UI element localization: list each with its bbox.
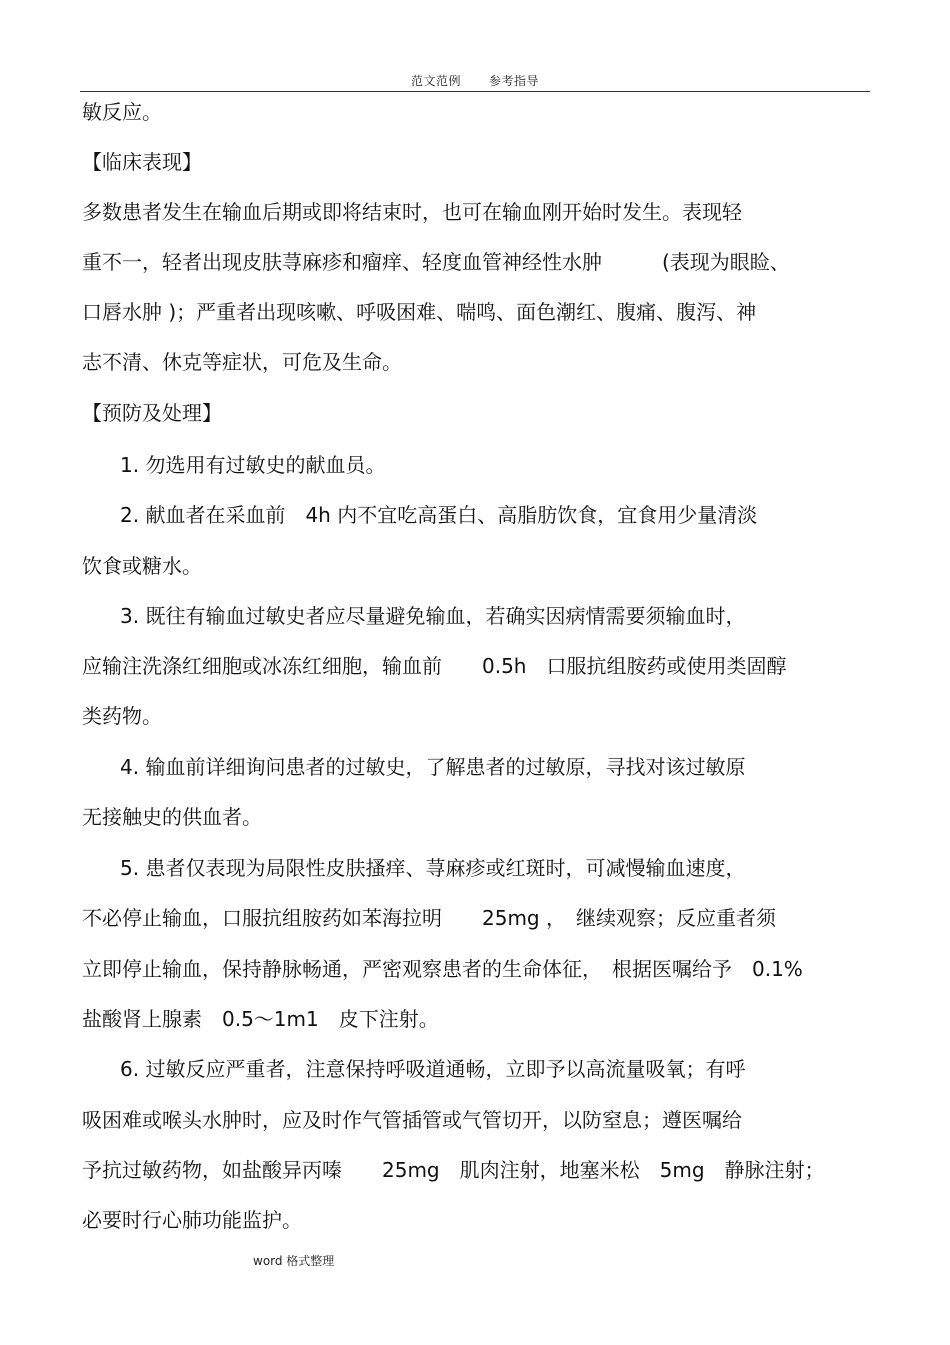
section-heading-clinical: 【临床表现】 (82, 150, 202, 174)
page-footer: word 格式整理 (253, 1254, 335, 1268)
body-line: 立即停止输血，保持静脉畅通，严密观察患者的生命体征， 根据医嘱给予 0.1% (82, 957, 803, 981)
body-line: 应输注洗涤红细胞或冰冻红细胞，输血前 0.5h 口服抗组胺药或使用类固醇 (82, 654, 787, 678)
body-line: 予抗过敏药物，如盐酸异丙嗪 25mg 肌肉注射，地塞米松 5mg 静脉注射； (82, 1158, 825, 1182)
header-left-text: 范文范例 (410, 74, 461, 88)
list-item-6: 6. 过敏反应严重者，注意保持呼吸道通畅，立即予以高流量吸氧；有呼 (120, 1057, 746, 1081)
section-heading-prevention: 【预防及处理】 (82, 401, 222, 425)
body-line: 志不清、休克等症状，可危及生命。 (82, 350, 402, 374)
body-line: 盐酸肾上腺素 0.5～1m1 皮下注射。 (82, 1007, 439, 1031)
body-line: 吸困难或喉头水肿时，应及时作气管插管或气管切开，以防窒息；遵医嘱给 (82, 1108, 742, 1132)
list-item-2: 2. 献血者在采血前 4h 内不宜吃高蛋白、高脂肪饮食，宜食用少量清淡 (120, 503, 758, 527)
body-line: 不必停止输血，口服抗组胺药如苯海拉明 25mg ， 继续观察；反应重者须 (82, 906, 776, 930)
list-item-4: 4. 输血前详细询问患者的过敏史，了解患者的过敏原，寻找对该过敏原 (120, 755, 746, 779)
body-line: 口唇水肿 )；严重者出现咳嗽、呼吸困难、喘鸣、面色潮红、腹痛、腹泻、神 (82, 300, 757, 324)
header-divider (80, 91, 870, 92)
body-line: 饮食或糖水。 (82, 554, 202, 578)
body-line: 敏反应。 (82, 100, 162, 124)
list-item-5: 5. 患者仅表现为局限性皮肤搔痒、荨麻疹或红斑时，可减慢输血速度， (120, 856, 746, 880)
body-line: 必要时行心肺功能监护。 (82, 1208, 302, 1232)
body-line: 多数患者发生在输血后期或即将结束时，也可在输血刚开始时发生。表现轻 (82, 200, 742, 224)
body-line: 重不一，轻者出现皮肤荨麻疹和瘤痒、轻度血管神经性水肿 (表现为眼睑、 (82, 250, 790, 274)
list-item-3: 3. 既往有输血过敏史者应尽量避免输血，若确实因病情需要须输血时， (120, 604, 746, 628)
page-header (0, 72, 950, 89)
body-line: 无接触史的供血者。 (82, 805, 262, 829)
header-right-text: 参考指导 (489, 74, 540, 88)
body-line: 类药物。 (82, 704, 162, 728)
list-item-1: 1. 勿选用有过敏史的献血员。 (120, 453, 386, 477)
